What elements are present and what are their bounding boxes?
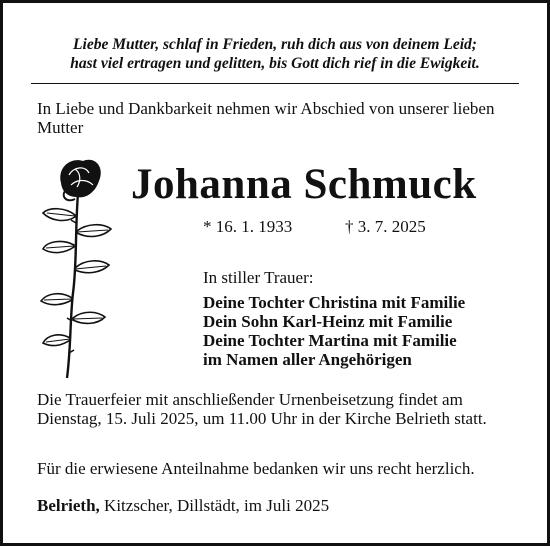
motto-verse [3, 35, 547, 73]
mourner-line: Deine Tochter Christina mit Familie [203, 293, 466, 312]
separator-line [31, 83, 519, 84]
life-dates [203, 217, 426, 237]
mourner-line: Deine Tochter Martina mit Familie [203, 331, 457, 350]
funeral-service-text: Die Trauerfeier mit anschließender Urnenbeisetzung findet am Dienstag, 15. Juli 2025, um 11.00 Uhr in der Kirche Belrieth statt. [37, 390, 487, 428]
main-place: Belrieth, [37, 496, 100, 515]
mourners-list [203, 293, 465, 369]
death-date: † 3. 7. 2025 [345, 217, 426, 236]
places-date-line [37, 496, 329, 515]
other-places: Kitzscher, Dillstädt, im Juli 2025 [99, 496, 330, 515]
mourner-line: im Namen aller Angehörigen [203, 350, 412, 369]
motto-line-2: hast viel ertragen und gelitten, bis Gott dich rief in die Ewigkeit. [70, 55, 480, 72]
intro-text: In Liebe und Dankbarkeit nehmen wir Abschied von unserer lieben Mutter [37, 99, 495, 137]
deceased-name: Johanna Schmuck [131, 161, 477, 208]
rose-icon [31, 153, 121, 383]
thanks-text: Für die erwiesene Anteilnahme bedanken wir uns recht herzlich. [37, 459, 475, 478]
mourning-label: In stiller Trauer: [203, 268, 314, 287]
motto-line-1: Liebe Mutter, schlaf in Frieden, ruh dich aus von deinem Leid; [73, 36, 477, 53]
mourner-line: Dein Sohn Karl-Heinz mit Familie [203, 312, 453, 331]
birth-date: * 16. 1. 1933 [203, 217, 293, 236]
